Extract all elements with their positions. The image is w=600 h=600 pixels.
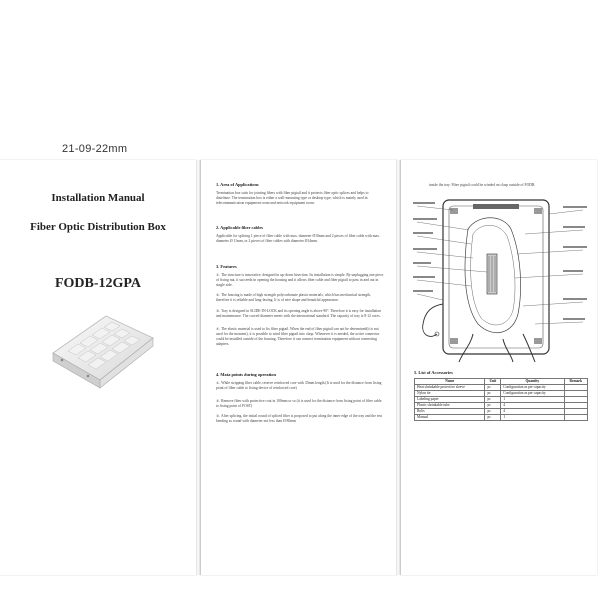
cell-name: Nylon tie — [415, 391, 485, 397]
feature-item: ①. The structure is innovative, designed in up-down bisection. Its installation is simple. By unplugging one piece of fixing nut, it succeeds in opening the housing and it allows fiber cable and fiber pigtail to pass in and out in single side. — [216, 273, 384, 287]
cover-page — [0, 160, 197, 575]
cell-unit: pc — [485, 403, 501, 409]
model-number: FODB-12GPA — [54, 276, 142, 291]
operation-item: ③. After splicing, the initial round of spliced fiber is proposed to put along the inner edge of the tray and the rest bending as round with diameter not less than Ø 80mm — [216, 414, 383, 423]
product-image — [48, 308, 158, 390]
cell-quantity: 1 — [501, 415, 564, 421]
cell-unit: pc — [485, 391, 501, 397]
manual-title: Installation Manual — [51, 192, 145, 204]
cell-name: Heat shrinkable protective sleeve — [415, 385, 485, 391]
operation-item: ②. Remove fiber with protective coat in 100mm or so (it is used for the distance from fixing point of fiber cable to fixing point of FOST) — [216, 399, 382, 408]
cell-unit: pc — [485, 409, 501, 415]
date-stamp: 21-09-22mm — [62, 143, 128, 155]
section-2-title: 2. Applicable fiber cables — [216, 225, 263, 230]
cell-quantity: Configuration as per capacity — [501, 385, 564, 391]
section-4-title: 4. Mata points during operation — [216, 372, 276, 377]
col-name: Name — [415, 379, 485, 385]
right-page — [400, 160, 597, 575]
page-fold — [396, 160, 400, 575]
cell-name: Bolts — [415, 409, 485, 415]
cell-quantity: Configuration as per capacity — [501, 391, 564, 397]
cell-unit: pc — [485, 415, 501, 421]
cell-quantity: 4 — [501, 403, 564, 409]
table-row — [415, 415, 588, 421]
middle-page — [200, 160, 398, 575]
section-5-title: 5. List of Accessories — [414, 370, 453, 375]
page-fold — [196, 160, 200, 575]
installation-diagram — [413, 194, 588, 364]
operation-item: ①. While stripping fiber cable, reserve reinforced core with 35mm length.(It is used for the distance from fixing point of fiber cable to fixing device of reinforced core) — [216, 381, 382, 390]
feature-item: ③. Tray is designed in SLIDE-IN-LOCK and its opening angle is above 90°. Therefore it is easy for installation and maintenance. The curved diameter meets with the international standard. The capacity of tray is 8-12 cores. — [216, 309, 382, 318]
col-remark: Remark — [564, 379, 588, 385]
cell-unit: pc — [485, 385, 501, 391]
section-3-title: 3. Features — [216, 264, 237, 269]
tray-intro-text: inside the tray. Fiber pigtail could be winded on clasp outside of FODB. — [429, 183, 536, 187]
cell-quantity: 4 — [501, 409, 564, 415]
cell-name: Manual — [415, 415, 485, 421]
section-1-title: 1. Area of Applications — [216, 182, 259, 187]
feature-item: ④. The elastic material is used to fix fiber pigtail. When the end of fiber pigtail can not be determined(it is not used for the moment), it is possible to wind fiber pigtail into clasp. Whenever it is needed, the active connector could be installed outside of the housing. Therefore it can connect termination equipment without connecting adapters. — [216, 327, 380, 346]
feature-item: ②. The housing is made of high strength polycarbonate plastic materials, which has mechanical strength, therefore it is reliable and long-lasting. It is of nice shape and beautiful appearance. — [216, 293, 371, 302]
section-1-text: Termination box suits for jointing fibers with fiber pigtail and it protects fiber optic splices and helps to distribute. The termination box is either a wall-mounting type or desktop type, which is mainly used in telecommunication equipment room and network equipment room. — [216, 191, 369, 205]
col-quantity: Quantity — [501, 379, 564, 385]
section-2-text: Applicable for splicing 1 piece of fiber cable with max. diameter Ø10mm and 2 pieces of fiber cable with max. diameter Ø 11mm, or 2 pieces of fiber cables with diameter Ø14mm. — [216, 234, 380, 243]
cell-remark — [564, 415, 588, 421]
accessories-table — [414, 378, 588, 421]
col-unit: Unit — [485, 379, 501, 385]
cell-name: Plastic shrinkable tube — [415, 403, 485, 409]
cell-name: Labeling paper — [415, 397, 485, 403]
product-name: Fiber Optic Distribution Box — [30, 221, 166, 233]
cell-quantity: 1 — [501, 397, 564, 403]
cell-unit: pc — [485, 397, 501, 403]
